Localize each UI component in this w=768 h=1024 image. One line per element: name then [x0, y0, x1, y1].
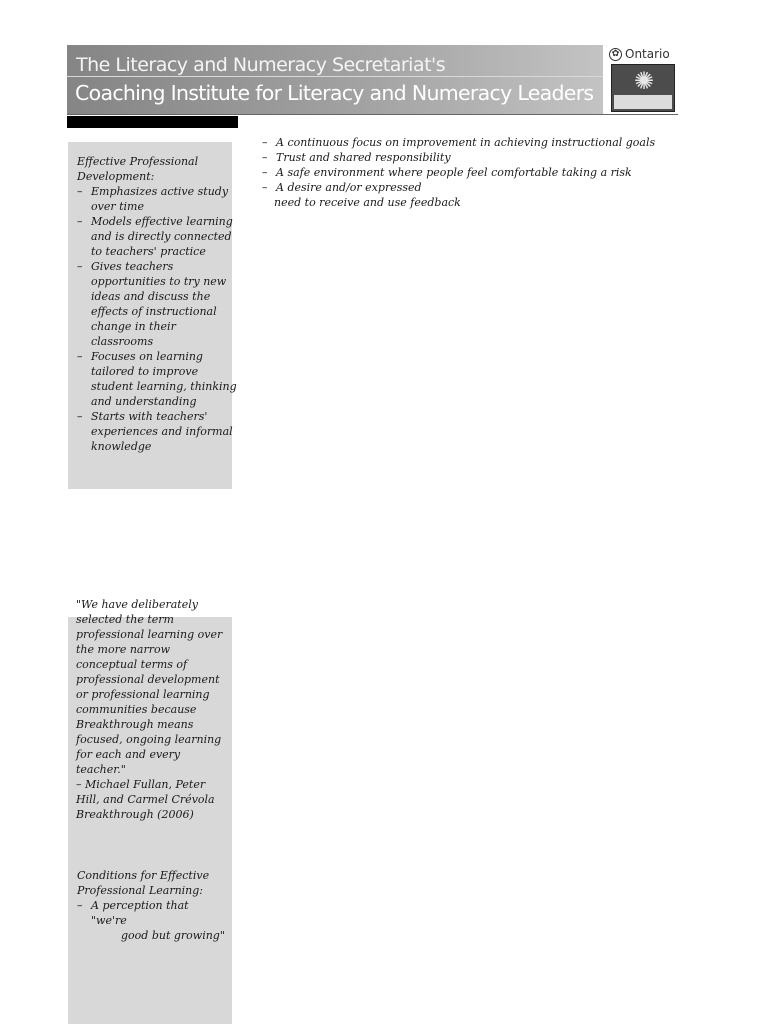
list-continuation: need to receive and use feedback	[274, 196, 461, 209]
conditions-block	[77, 868, 227, 943]
list-item: – Focuses on learning tailored to improve student learning, thinking and understanding	[77, 349, 237, 409]
section-bar	[67, 116, 238, 128]
effective-pd-block	[77, 154, 237, 454]
list-item: – Gives teachers opportunities to try new ideas and discuss the effects of instructional change in their classrooms	[77, 259, 237, 349]
header-line-2: Coaching Institute for Literacy and Numeracy Leaders	[75, 81, 594, 105]
main-conditions-list	[262, 135, 732, 210]
conditions-title: Conditions for Effective Professional Learning:	[77, 869, 210, 897]
trillium-icon: ✿	[609, 48, 622, 61]
header-line-1: The Literacy and Numeracy Secretariat's	[76, 54, 446, 76]
list-item: – Models effective learning and is directly connected to teachers' practice	[77, 214, 237, 259]
header-rule	[67, 114, 678, 115]
ontario-wordmark	[609, 47, 670, 61]
list-item: – A continuous focus on improvement in achieving instructional goals	[262, 135, 732, 150]
list-item: – Starts with teachers' experiences and informal knowledge	[77, 409, 237, 454]
list-item	[77, 898, 227, 943]
main-list	[262, 135, 732, 195]
secretariat-book-logo-icon	[611, 64, 675, 112]
effective-pd-list	[77, 184, 237, 454]
fullan-quote	[76, 597, 228, 822]
list-item: – Trust and shared responsibility	[262, 150, 732, 165]
conditions-list	[77, 898, 227, 943]
header-banner	[67, 45, 603, 114]
list-item: – A safe environment where people feel comfortable taking a risk	[262, 165, 732, 180]
conditions-item-line-2: good but growing"	[121, 929, 225, 942]
ontario-logo	[603, 45, 678, 114]
list-item: – A desire and/or expressed	[262, 180, 732, 195]
quote-attribution: – Michael Fullan, Peter Hill, and Carmel Crévola Breakthrough (2006)	[76, 778, 215, 821]
effective-pd-title: Effective Professional Development:	[77, 155, 199, 183]
book-pages	[614, 95, 672, 109]
ontario-label: Ontario	[625, 47, 670, 61]
starburst-icon: ✺	[633, 67, 655, 95]
list-item: – Emphasizes active study over time	[77, 184, 237, 214]
quote-text: "We have deliberately selected the term professional learning over the more narrow conceptual terms of professional development or professional learning communities because Breakthrough means focused, ongoing learning for each and every teacher."	[76, 598, 223, 776]
conditions-item-line-1: A perception that "we're	[91, 899, 189, 927]
